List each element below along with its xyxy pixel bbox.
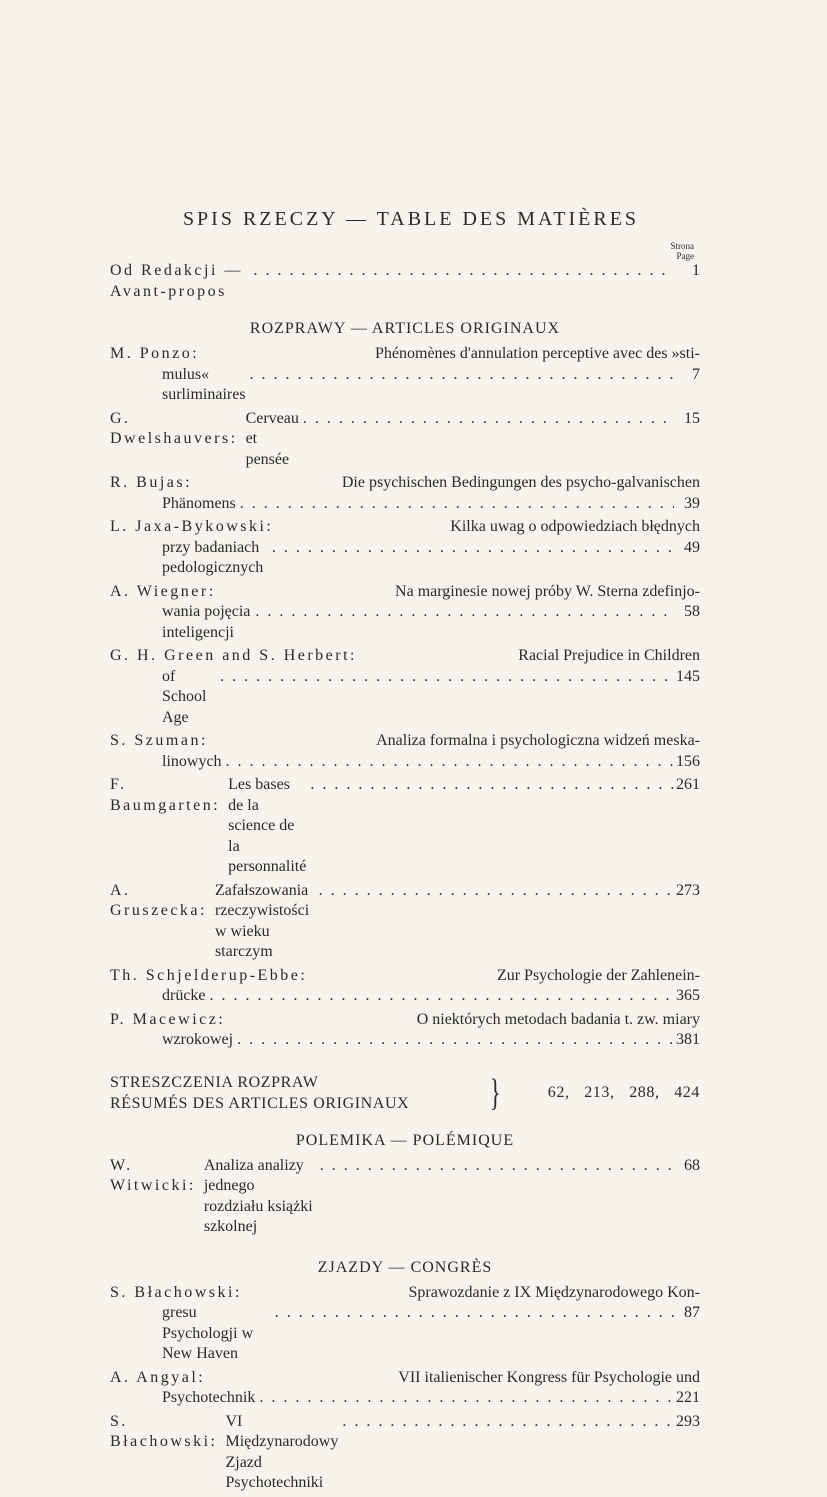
page-number: 1 (692, 262, 700, 279)
page-title: SPIS RZECZY — TABLE DES MATIÈRES (182, 208, 640, 230)
streszczenia-pages: 62, 213, 288, 424 (547, 1084, 700, 1101)
entry-title-continued: wzrokowej (162, 1031, 234, 1048)
entry-author: S. Błachowski: (110, 1412, 218, 1450)
leader-dots (250, 261, 674, 282)
toc-entry (110, 409, 700, 471)
entry-title-continued: of School Age (162, 667, 207, 726)
entry-title: Na marginesie nowej próby W. Sterna zdefinjo- (395, 582, 700, 600)
toc-entry (110, 344, 700, 406)
zjazdy-list (110, 1283, 700, 1497)
page-number: 221 (676, 1389, 700, 1406)
entry-title: Phénomènes d'annulation perceptive avec des »sti- (375, 345, 700, 362)
entry-author: L. Jaxa-Bykowski: (110, 518, 274, 535)
leader-dots (299, 409, 674, 430)
page-number: 49 (684, 538, 700, 556)
leader-dots (271, 1303, 674, 1324)
entry-author: Th. Schjelderup-Ebbe: (110, 966, 308, 984)
page-number: 156 (676, 752, 700, 770)
toc-entry (110, 1283, 700, 1365)
entry-author: F. Baumgarten: (110, 776, 221, 814)
leader-dots (306, 775, 674, 796)
entry-author: P. Macewicz: (110, 1010, 226, 1028)
page-number: 381 (676, 1031, 700, 1048)
page-number: 261 (676, 776, 700, 793)
page-number: 87 (684, 1304, 700, 1321)
leader-dots (236, 494, 674, 515)
articles-list (110, 344, 700, 1054)
entry-author: G. Dwelshauvers: (110, 409, 238, 447)
entry-title: Analiza formalna i psychologiczna widzeń meska- (376, 732, 700, 749)
toc-entry (110, 646, 700, 728)
leader-dots (315, 881, 674, 902)
toc-entry (110, 517, 700, 579)
page-number: 39 (684, 494, 700, 512)
polemika-list (110, 1156, 700, 1241)
avant-propos-entry (110, 261, 700, 302)
brace-glyph: } (489, 1071, 502, 1114)
entry-author: A. Angyal: (110, 1368, 206, 1386)
toc-entry (110, 1368, 700, 1409)
toc-entry (110, 582, 700, 644)
page-number: 365 (676, 987, 700, 1004)
leader-dots (255, 1388, 674, 1409)
page-label: Page (676, 251, 694, 261)
strona-label: Strona (670, 241, 694, 251)
toc-entry (110, 881, 700, 963)
entry-author: R. Bujas: (110, 474, 193, 491)
entry-title: VI Międzynarodowy Zjazd Psychotechniki (225, 1412, 339, 1491)
toc-entry (110, 1156, 700, 1238)
entry-title: Kilka uwag o odpowiedziach błędnych (450, 518, 700, 535)
toc-entry (110, 1010, 700, 1051)
leader-dots (316, 1156, 674, 1177)
section-heading-rozprawy: ROZPRAWY — ARTICLES ORIGINAUX (249, 320, 561, 337)
section-heading-polemika: POLEMIKA — POLÉMIQUE (295, 1131, 515, 1149)
entry-title: Analiza analizy jednego rozdziału książki szkolnej (203, 1156, 313, 1235)
toc-entry (110, 473, 700, 514)
entry-title-continued: przy badaniach pedologicznych (162, 538, 264, 576)
page-number: 7 (692, 365, 700, 383)
leader-dots (216, 667, 674, 688)
column-header (110, 241, 694, 261)
streszczenia-line1: STRESZCZENIA ROZPRAW (110, 1073, 319, 1091)
entry-title: VII italienischer Kongress für Psychologie und (398, 1368, 700, 1386)
toc-entry (110, 731, 700, 772)
streszczenia-line2: RÉSUMÉS DES ARTICLES ORIGINAUX (110, 1094, 410, 1112)
toc-entry (110, 966, 700, 1007)
leader-dots (246, 365, 674, 386)
entry-author: S. Błachowski: (110, 1283, 242, 1301)
leader-dots (268, 538, 674, 559)
streszczenia-block (110, 1072, 700, 1114)
avant-propos-title: Od Redakcji — Avant-propos (110, 262, 243, 300)
entry-title-continued: Psychotechnik (162, 1389, 256, 1406)
entry-title: Racial Prejudice in Children (518, 647, 700, 664)
page-number: 273 (676, 881, 700, 899)
leader-dots (222, 752, 674, 773)
section-heading-zjazdy: ZJAZDY — CONGRÈS (317, 1258, 493, 1276)
entry-title: Sprawozdanie z IX Międzynarodowego Kon- (408, 1283, 700, 1301)
page-number: 145 (676, 667, 700, 685)
entry-title: Zafałszowania rzeczywistości w wieku starczym (214, 881, 310, 960)
entry-title-continued: drücke (162, 987, 206, 1004)
entry-title: Les bases de la science de la personnalité (228, 776, 307, 875)
entry-title-continued: gresu Psychologji w New Haven (162, 1304, 254, 1362)
leader-dots (206, 986, 674, 1007)
page-number: 58 (684, 603, 700, 620)
entry-title: Die psychischen Bedingungen des psycho-galvanischen (341, 474, 700, 491)
toc-page (110, 200, 700, 1497)
entry-author: M. Ponzo: (110, 345, 200, 362)
entry-author: G. H. Green and S. Herbert: (110, 647, 357, 664)
entry-title-continued: wania pojęcia inteligencji (162, 603, 251, 641)
page-number: 293 (676, 1412, 700, 1430)
entry-title: Zur Psychologie der Zahlenein- (496, 966, 700, 984)
entry-author: S. Szuman: (110, 732, 208, 749)
leader-dots (233, 1030, 674, 1051)
toc-entry (110, 1412, 700, 1494)
entry-title: Cerveau et pensée (245, 409, 299, 468)
entry-title-continued: linowych (162, 752, 222, 770)
page-number: 68 (684, 1156, 700, 1174)
entry-author: A. Wiegner: (110, 582, 216, 600)
entry-title: O niektórych metodach badania t. zw. miary (416, 1010, 700, 1028)
leader-dots (251, 602, 674, 623)
entry-title-continued: mulus« surliminaires (162, 365, 246, 403)
page-number: 15 (684, 409, 700, 427)
leader-dots (338, 1412, 674, 1433)
entry-author: A. Gruszecka: (110, 881, 207, 919)
entry-author: W. Witwicki: (110, 1156, 196, 1194)
toc-entry (110, 775, 700, 878)
entry-title-continued: Phänomens (162, 494, 236, 512)
